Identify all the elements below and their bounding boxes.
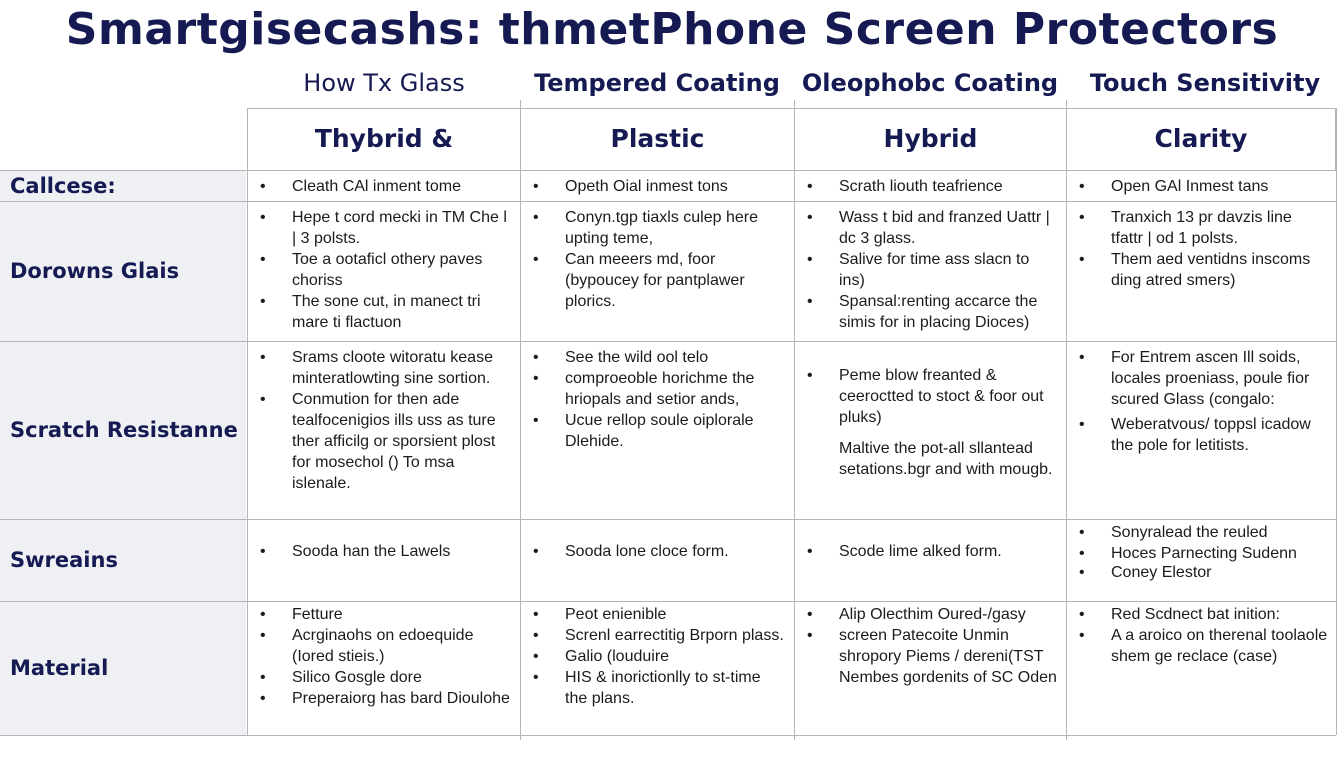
list-item: • Ucue rellop soule oiplorale Dlehide. [531, 410, 786, 452]
list-item: • Weberatvous/ toppsl icadow the pole for letitists. [1077, 414, 1328, 456]
table-cell [1067, 341, 1336, 456]
list-item: • Conmution for then ade tealfocenigios ills uss as ture ther afficilg or sporsient plost for mosechol () To msa islenale. [258, 389, 512, 494]
row-label-dorowns-glais: Dorowns Glais [0, 201, 246, 341]
table-cell [248, 601, 520, 709]
table-cell [1067, 201, 1336, 291]
page-title: Smartgisecashs: thmetPhone Screen Protectors [65, 4, 1279, 55]
list-item: • Tranxich 13 pr davzis line tfattr | od 1 polsts. [1077, 207, 1328, 249]
list-item: • comproeoble horichme the hriopals and setior ands, [531, 368, 786, 410]
list-item: • Alip Olecthim Oured-/gasy [805, 604, 1058, 625]
grid-line [247, 108, 1336, 109]
list-item: • Sooda lone cloce form. [531, 541, 786, 562]
list-item: • Salive for time ass slacn to ins) [805, 249, 1058, 291]
column-header-3: Hybrid [794, 108, 1066, 170]
list-item: • Sooda han the Lawels [258, 541, 512, 562]
table-cell [521, 170, 794, 197]
column-header-2: Plastic [520, 108, 794, 170]
table-cell [248, 341, 520, 494]
list-item: • See the wild ool telo [531, 347, 786, 368]
list-item: • The sone cut, in manect tri mare ti flactuon [258, 291, 512, 333]
subheader-4: Touch Sensitivity [1089, 69, 1321, 97]
table-cell [1067, 601, 1336, 667]
subheader-2: Tempered Coating [534, 69, 780, 97]
list-item: • Hepe t cord mecki in TM Che l | 3 polsts. [258, 207, 512, 249]
list-item: • Opeth Oial inmest tons [531, 176, 786, 197]
list-item: • Hoces Parnecting Sudenn [1077, 543, 1328, 564]
list-item: • Scode lime alked form. [805, 541, 1058, 562]
list-item: • Acrginaohs on edoequide (Iored stieis.) [258, 625, 512, 667]
grid-line [1336, 108, 1337, 735]
table-cell [521, 519, 794, 562]
list-item: • For Entrem ascen Ill soids, locales proeniass, poule fior scured Glass (congalo: [1077, 347, 1328, 410]
list-item: • Spansal:renting accarce the simis for in placing Dioces) [805, 291, 1058, 333]
row-label-scratch-resistance: Scratch Resistanne [0, 341, 246, 519]
subheader-3: Oleophobc Coating [801, 69, 1059, 97]
list-item: • Toe a ootaficl othery paves choriss [258, 249, 512, 291]
list-item: • A a aroico on therenal toolaole shem ge reclace (case) [1077, 625, 1328, 667]
list-item: • Screnl earrectitig Brporn plass. [531, 625, 786, 646]
list-item: • Red Scdnect bat inition: [1077, 604, 1328, 625]
table-cell [795, 601, 1066, 688]
list-item: • Wass t bid and franzed Uattr | dc 3 glass. [805, 207, 1058, 249]
list-item: • Conyn.tgp tiaxls culep here upting teme, [531, 207, 786, 249]
table-cell [795, 201, 1066, 333]
list-item: • Open GAl Inmest tans [1077, 176, 1328, 197]
table-cell [1067, 519, 1336, 581]
list-item: • Galio (louduire [531, 646, 786, 667]
list-item: • Can meeers md, foor (bypoucey for pantplawer plorics. [531, 249, 786, 312]
list-item: • Preperaiorg has bard Dioulohe [258, 688, 512, 709]
table-cell [795, 170, 1066, 197]
grid-line [0, 735, 1336, 736]
list-item: Maltive the pot-all sllantead setations.bgr and with mougb. [839, 440, 1053, 478]
table-cell [521, 201, 794, 312]
table-cell [795, 341, 1066, 480]
subheader-1: How Tx Glass [303, 69, 465, 97]
table-cell [248, 201, 520, 333]
table-cell [521, 341, 794, 452]
table-cell [1067, 170, 1336, 197]
column-header-1: Thybrid & [247, 108, 520, 170]
table-cell [795, 519, 1066, 562]
row-label-material: Material [0, 601, 246, 735]
list-item: • Srams cloote witoratu kease minteratlowting sine sortion. [258, 347, 512, 389]
list-item: • Them aed ventidns inscoms ding atred smers) [1077, 249, 1328, 291]
table-cell [248, 519, 520, 562]
table-cell [521, 601, 794, 709]
list-item: • Sonyralead the reuled [1077, 522, 1328, 543]
row-label-swreains: Swreains [0, 519, 246, 601]
list-item: • Peme blow freanted & ceeroctted to stoct & foor out pluks) [805, 365, 1058, 428]
list-item: • Fetture [258, 604, 512, 625]
table-cell [248, 170, 520, 197]
list-item: • Cleath CAl inment tome [258, 176, 512, 197]
list-item: • Coney Elestor [1077, 564, 1328, 581]
list-item: • Silico Gosgle dore [258, 667, 512, 688]
row-label-callcese: Callcese: [0, 170, 246, 201]
list-item: • Scrath liouth teafrience [805, 176, 1058, 197]
list-item: • HIS & inorictionlly to st-time the plans. [531, 667, 786, 709]
column-header-4: Clarity [1066, 108, 1336, 170]
list-item: • screen Patecoite Unmin shropory Piems / dereni(TST Nembes gordenits of SC Oden [805, 625, 1058, 688]
list-item: • Peot enienible [531, 604, 786, 625]
